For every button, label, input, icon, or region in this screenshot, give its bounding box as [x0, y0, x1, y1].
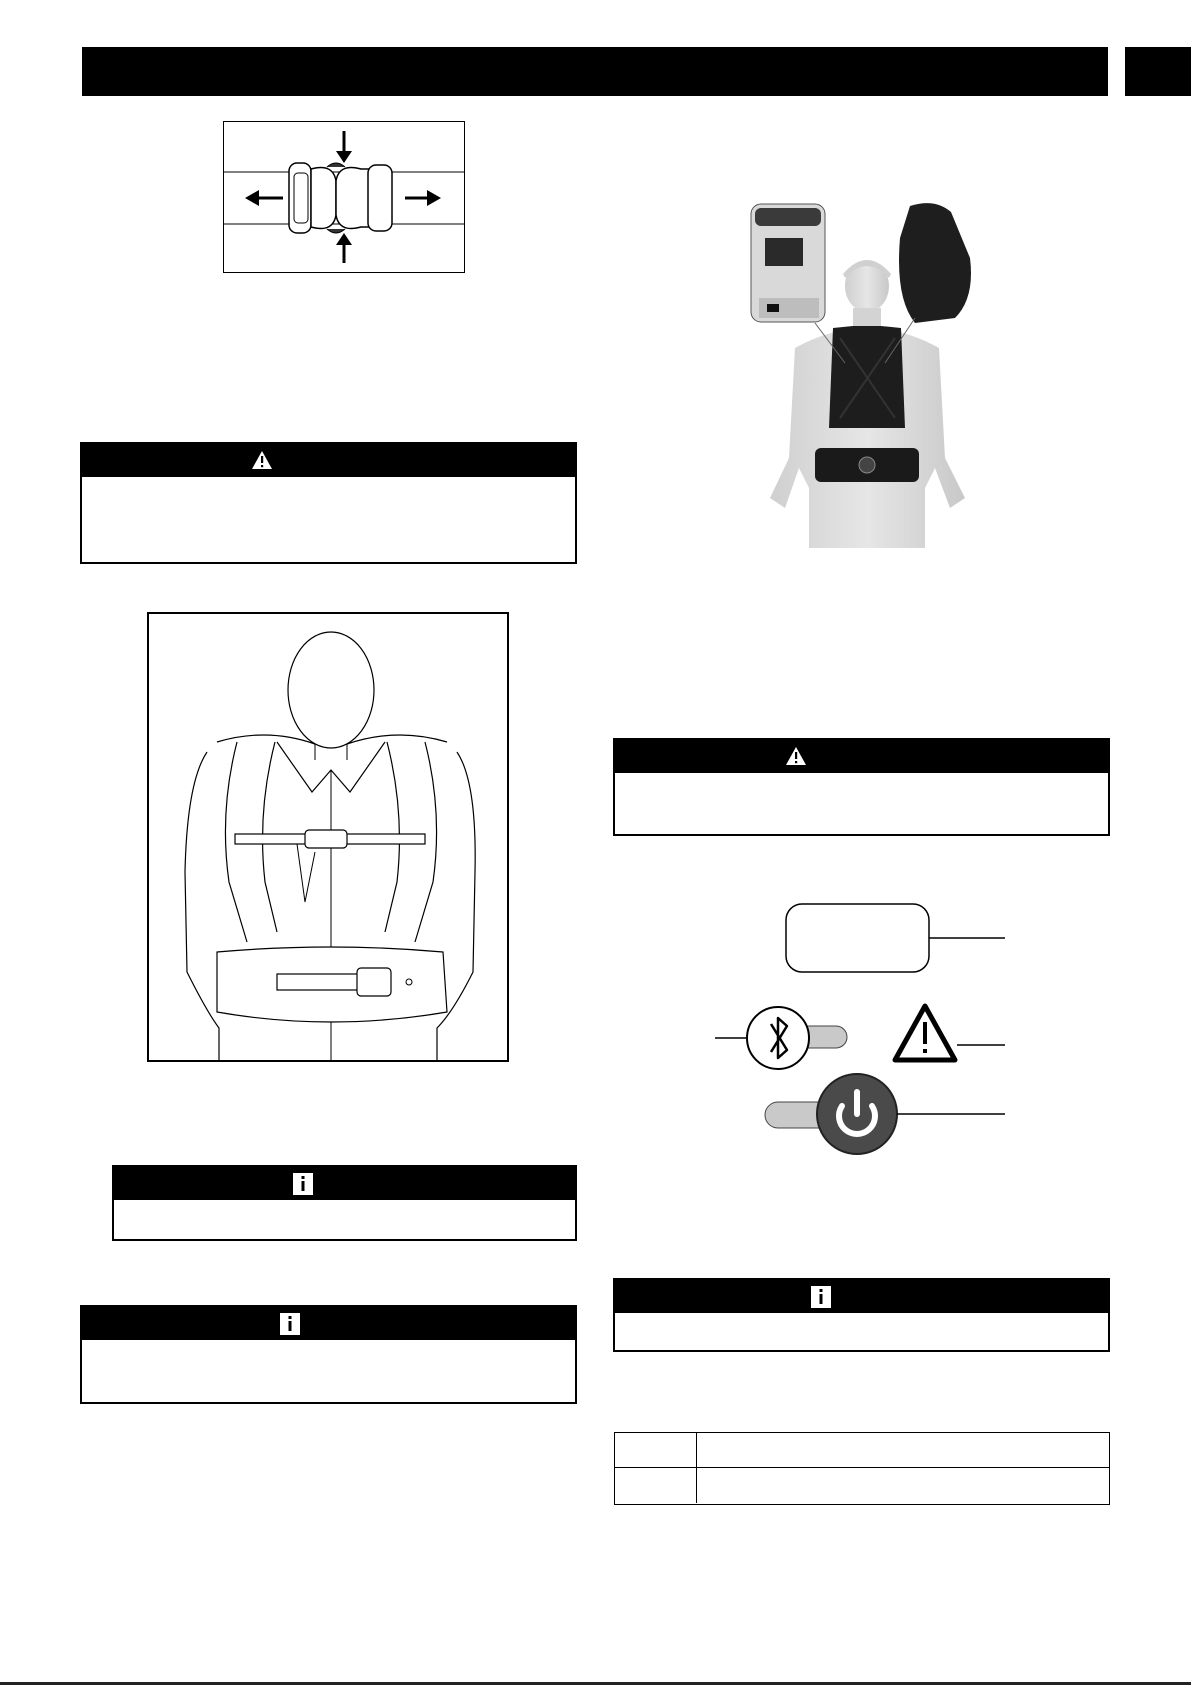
info-icon — [293, 1173, 313, 1195]
control-panel-diagram — [715, 902, 1010, 1155]
warning-notice-header — [615, 740, 1108, 773]
data-table — [614, 1432, 1110, 1505]
info-notice — [112, 1165, 577, 1241]
info-icon — [811, 1286, 831, 1308]
info-notice-header — [82, 1307, 575, 1340]
info-icon — [280, 1313, 300, 1335]
table-cell — [697, 1433, 1109, 1467]
warning-triangle-icon — [785, 746, 807, 766]
table-cell — [615, 1468, 697, 1503]
harness-front-illustration — [147, 612, 509, 1062]
header-bar — [82, 47, 1108, 96]
info-notice — [80, 1305, 577, 1404]
warning-triangle-icon — [251, 450, 273, 470]
info-notice — [613, 1278, 1110, 1352]
buckle-diagram — [223, 121, 465, 273]
backpack-rear-photo — [745, 198, 985, 548]
page-number-tab — [1125, 47, 1191, 96]
warning-notice — [80, 442, 577, 564]
info-notice-header — [615, 1280, 1108, 1313]
table-row — [615, 1433, 1109, 1468]
info-notice-header — [114, 1167, 575, 1200]
table-cell — [615, 1433, 697, 1467]
warning-notice-header — [82, 444, 575, 477]
warning-notice — [613, 738, 1110, 836]
table-cell — [697, 1468, 1109, 1503]
table-row — [615, 1468, 1109, 1503]
